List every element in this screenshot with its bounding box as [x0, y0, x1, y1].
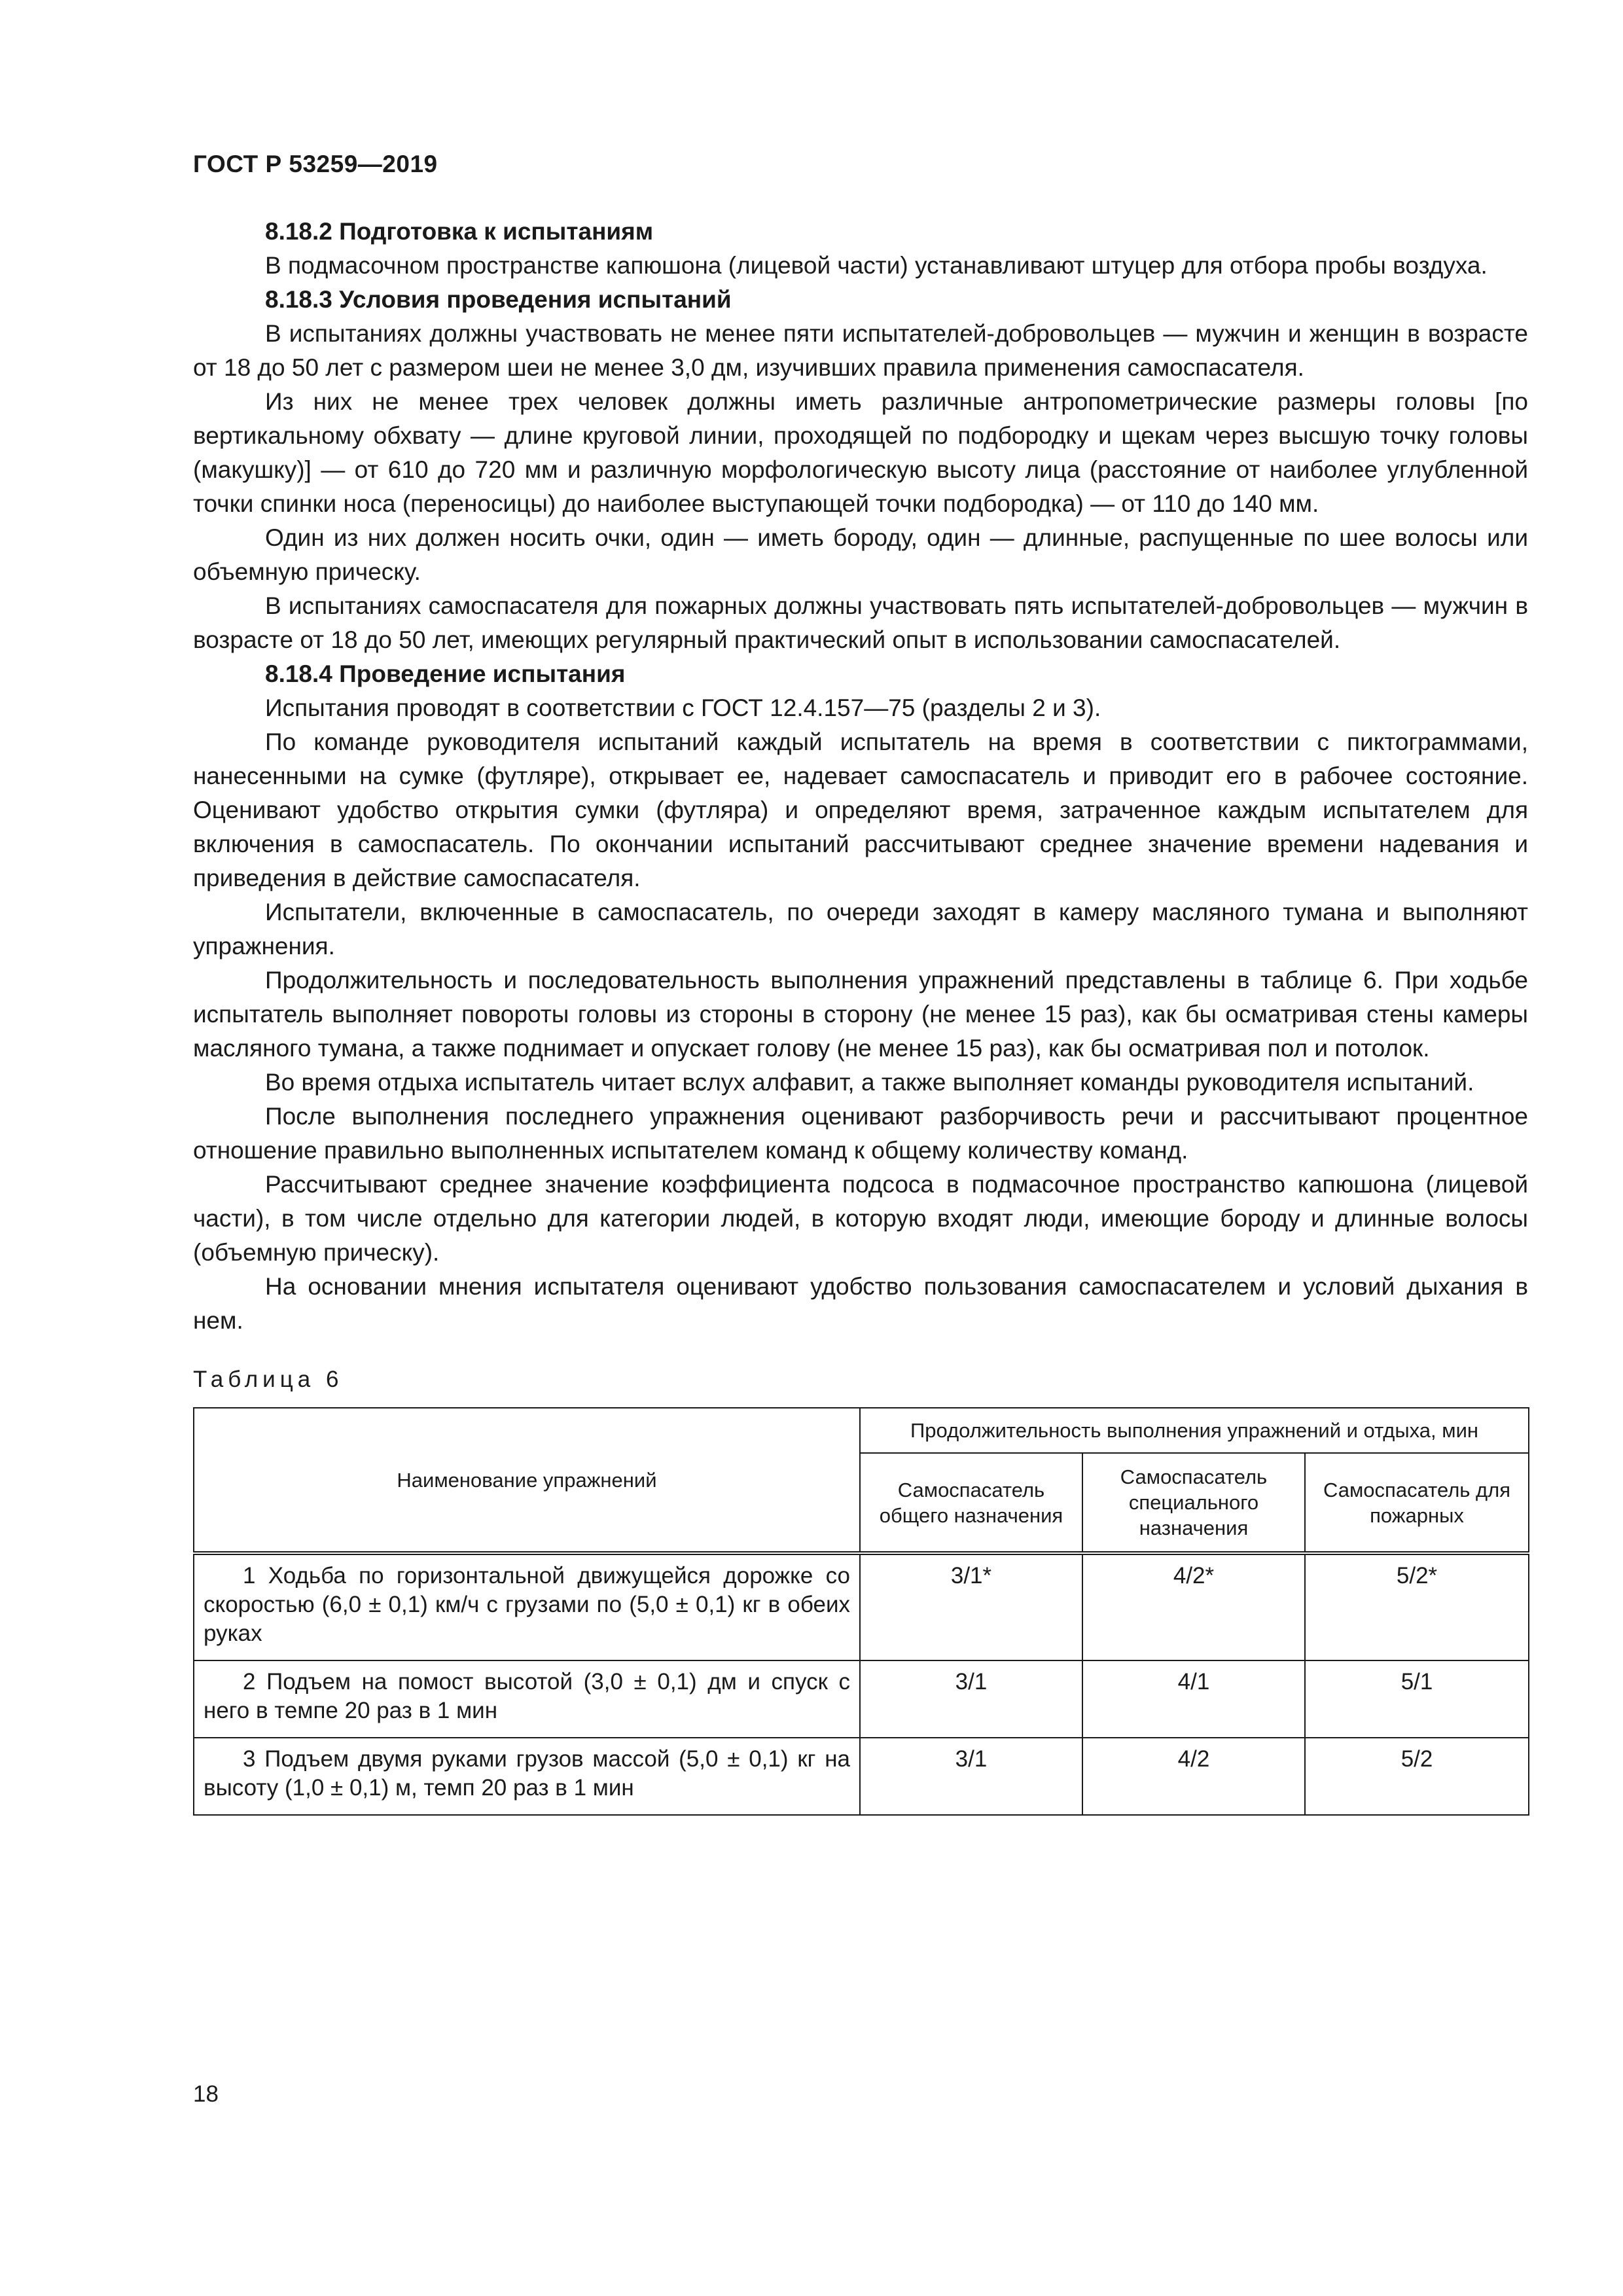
section-heading: 8.18.2 Подготовка к испытаниям	[265, 218, 654, 245]
document-code: ГОСТ Р 53259—2019	[193, 151, 438, 177]
paragraph: Испытатели, включенные в самоспасатель, по очереди заходят в камеру масляного тумана и выполняют упражнения.	[193, 899, 1528, 960]
duration-cell: 5/2	[1305, 1738, 1529, 1815]
column-header-special-purpose: Самоспасатель специального назначения	[1082, 1453, 1305, 1553]
paragraph: Испытания проводят в соответствии с ГОСТ 12.4.157—75 (разделы 2 и 3).	[265, 694, 1101, 721]
paragraph: В подмасочном пространстве капюшона (лицевой части) устанавливают штуцер для отбора пробы воздуха.	[265, 252, 1488, 279]
exercise-name-cell: 3 Подъем двумя руками грузов массой (5,0 ± 0,1) кг на высоту (1,0 ± 0,1) м, темп 20 раз в 1 мин	[194, 1738, 860, 1815]
section-8-18-2	[193, 215, 1528, 283]
exercise-name-cell: 1 Ходьба по горизонтальной движущейся дорожке со скоростью (6,0 ± 0,1) км/ч с грузами по (5,0 ± 0,1) кг в обеих руках	[194, 1553, 860, 1660]
document-page	[193, 151, 1528, 1816]
column-header-firefighters: Самоспасатель для пожарных	[1305, 1453, 1529, 1553]
duration-cell: 3/1	[860, 1738, 1082, 1815]
paragraph: Рассчитывают среднее значение коэффициента подсоса в подмасочное пространство капюшона (лицевой части), в том числе отдельно для категории людей, в которую входят люди, имеющие бороду и длинные волосы (объемную прическу).	[193, 1171, 1528, 1266]
duration-cell: 3/1*	[860, 1553, 1082, 1660]
page-number: 18	[193, 2081, 219, 2107]
paragraph: На основании мнения испытателя оценивают удобство пользования самоспасателем и условий дыхания в нем.	[193, 1273, 1528, 1334]
paragraph: После выполнения последнего упражнения оценивают разборчивость речи и рассчитывают процентное отношение правильно выполненных испытателем команд к общему количеству команд.	[193, 1103, 1528, 1164]
duration-cell: 4/1	[1082, 1660, 1305, 1738]
duration-cell: 4/2*	[1082, 1553, 1305, 1660]
paragraph: В испытаниях должны участвовать не менее пяти испытателей-добровольцев — мужчин и женщин в возрасте от 18 до 50 лет с размером шеи не менее 3,0 дм, изучивших правила применения самоспасателя.	[193, 320, 1528, 381]
duration-cell: 4/2	[1082, 1738, 1305, 1815]
paragraph: Во время отдыха испытатель читает вслух алфавит, а также выполняет команды руководителя испытаний.	[265, 1069, 1474, 1096]
paragraph: Продолжительность и последовательность выполнения упражнений представлены в таблице 6. При ходьбе испытатель выполняет повороты головы из стороны в сторону (не менее 15 раз), как бы осматривая стены камеры масляного тумана, а также поднимает и опускает голову (не менее 15 раз), как бы осматривая пол и потолок.	[193, 967, 1528, 1062]
duration-cell: 3/1	[860, 1660, 1082, 1738]
section-8-18-3	[193, 283, 1528, 657]
table-row	[194, 1738, 1529, 1815]
table-caption: Таблица 6	[193, 1367, 344, 1392]
paragraph: Один из них должен носить очки, один — иметь бороду, один — длинные, распущенные по шее волосы или объемную прическу.	[193, 524, 1528, 585]
section-heading: 8.18.3 Условия проведения испытаний	[265, 286, 732, 313]
column-header-general-purpose: Самоспасатель общего назначения	[860, 1453, 1082, 1553]
duration-cell: 5/2*	[1305, 1553, 1529, 1660]
section-heading: 8.18.4 Проведение испытания	[265, 660, 626, 687]
paragraph: По команде руководителя испытаний каждый испытатель на время в соответствии с пиктограммами, нанесенными на сумке (футляре), открывает ее, надевает самоспасатель и приводит его в рабочее состояние. Оценивают удобство открытия сумки (футляра) и определяют время, затраченное каждым испытателем для включения в самоспасатель. По окончании испытаний рассчитывают среднее значение времени надевания и приведения в действие самоспасателя.	[193, 728, 1528, 891]
section-8-18-4	[193, 657, 1528, 1338]
table-row	[194, 1660, 1529, 1738]
column-group-header-duration: Продолжительность выполнения упражнений и отдыха, мин	[860, 1408, 1529, 1453]
exercise-table	[193, 1407, 1529, 1816]
exercise-name-cell: 2 Подъем на помост высотой (3,0 ± 0,1) дм и спуск с него в темпе 20 раз в 1 мин	[194, 1660, 860, 1738]
table-row	[194, 1553, 1529, 1660]
paragraph: В испытаниях самоспасателя для пожарных должны участвовать пять испытателей-добровольцев — мужчин в возрасте от 18 до 50 лет, имеющих регулярный практический опыт в использовании самоспасателей.	[193, 592, 1528, 653]
duration-cell: 5/1	[1305, 1660, 1529, 1738]
column-header-exercise-name: Наименование упражнений	[194, 1408, 860, 1553]
paragraph: Из них не менее трех человек должны иметь различные антропометрические размеры головы [по вертикальному обхвату — длине круговой линии, проходящей по подбородку и щекам через высшую точку головы (макушку)] — от 610 до 720 мм и различную морфологическую высоту лица (расстояние от наиболее углубленной точки спинки носа (переносицы) до наиболее выступающей точки подбородка) — от 110 до 140 мм.	[193, 388, 1528, 517]
